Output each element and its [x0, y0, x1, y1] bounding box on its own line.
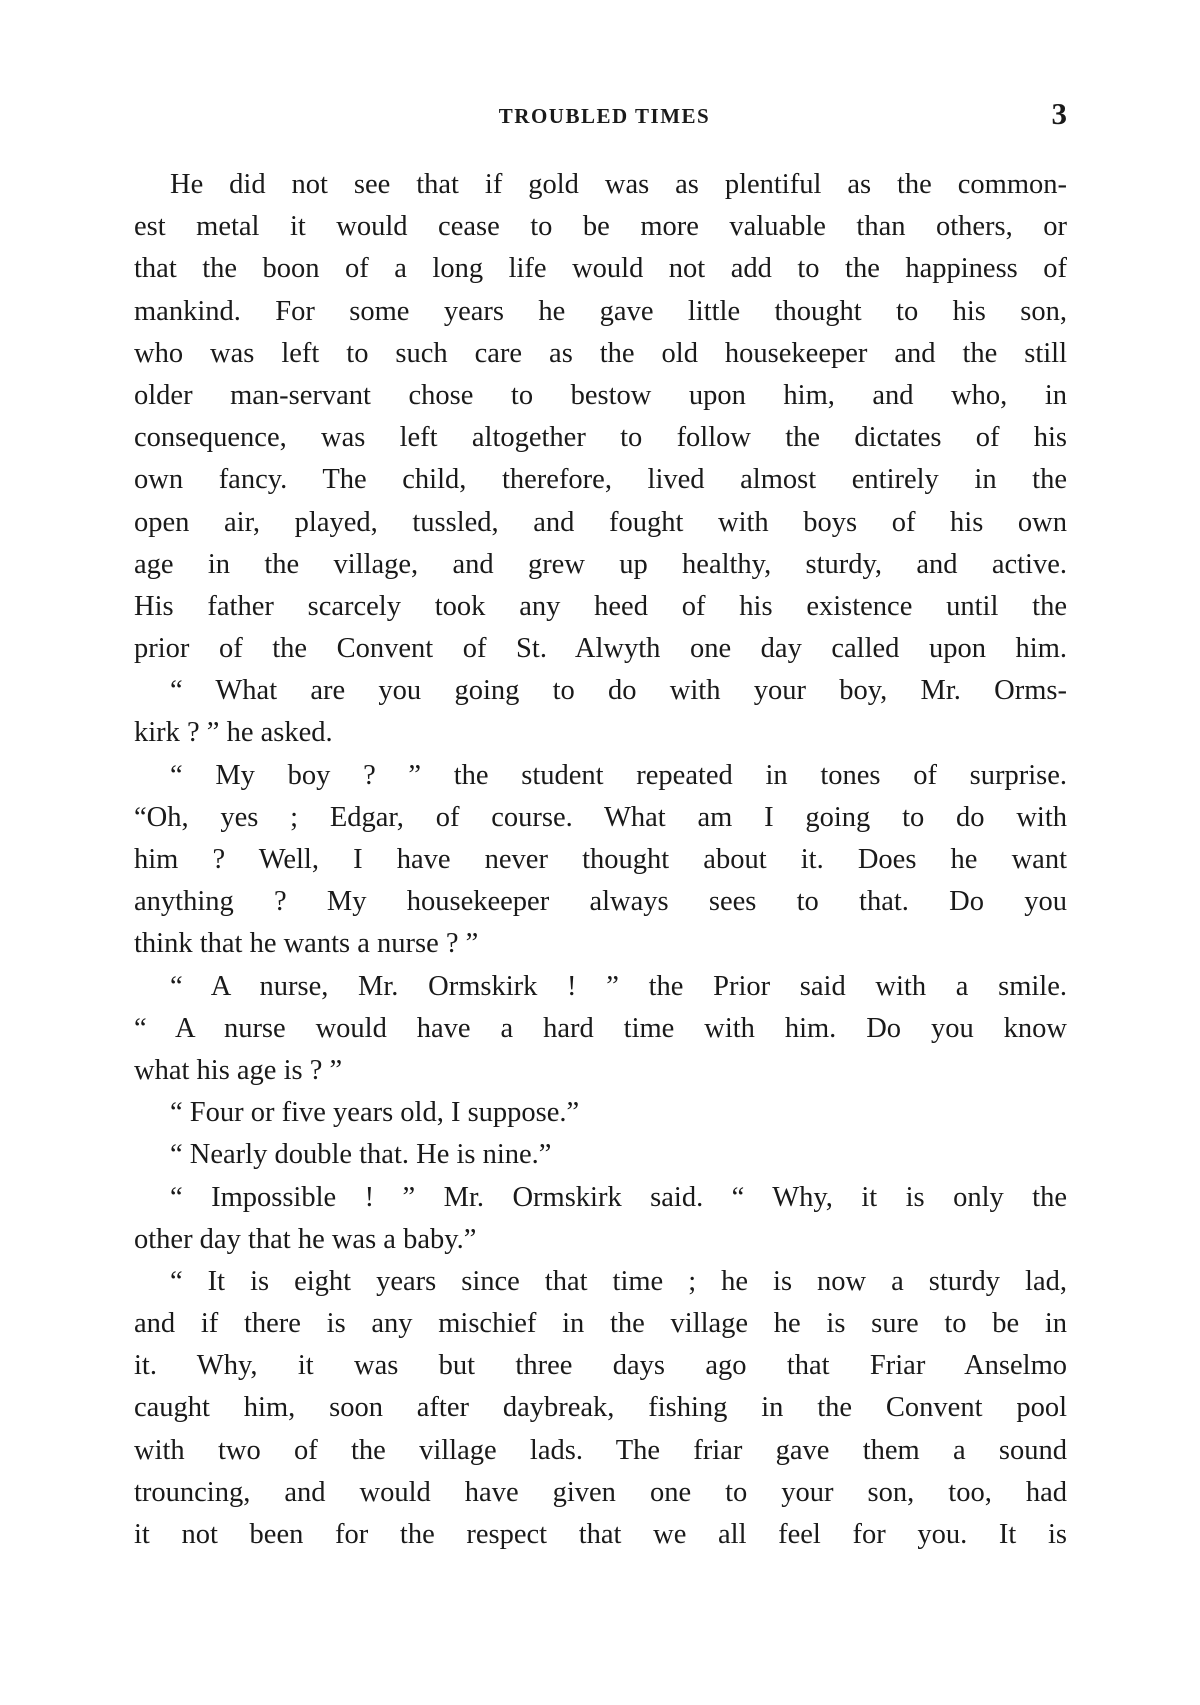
text-line: kirk ? ” he asked.	[134, 717, 333, 749]
running-title: TROUBLED TIMES	[498, 104, 711, 128]
text-line: trouncing, and would have given one to your son, too, had	[134, 1476, 1067, 1508]
text-line: other day that he was a baby.”	[134, 1223, 477, 1255]
text-line: with two of the village lads. The friar gave them a sound	[134, 1434, 1067, 1466]
text-line: “Oh, yes ; Edgar, of course. What am I going to do with	[134, 801, 1067, 833]
text-line: “ What are you going to do with your boy, Mr. Orms-	[170, 675, 1067, 707]
text-line: caught him, soon after daybreak, fishing in the Convent pool	[134, 1392, 1067, 1424]
text-line: older man-servant chose to bestow upon him, and who, in	[134, 379, 1067, 411]
text-line: “ A nurse would have a hard time with him. Do you know	[134, 1012, 1067, 1044]
text-line: age in the village, and grew up healthy, sturdy, and active.	[134, 548, 1067, 580]
text-line: think that he wants a nurse ? ”	[134, 928, 479, 960]
text-line: est metal it would cease to be more valuable than others, or	[134, 211, 1067, 243]
text-line: consequence, was left altogether to follow the dictates of his	[134, 422, 1067, 454]
text-line: and if there is any mischief in the village he is sure to be in	[134, 1308, 1067, 1340]
text-line: it not been for the respect that we all feel for you. It is	[134, 1519, 1067, 1550]
text-line: “ Impossible ! ” Mr. Ormskirk said. “ Why, it is only the	[170, 1181, 1067, 1213]
running-head	[142, 96, 1067, 140]
text-line: prior of the Convent of St. Alwyth one day called upon him.	[134, 633, 1067, 665]
text-line: “ Nearly double that. He is nine.”	[170, 1139, 552, 1171]
text-line: He did not see that if gold was as plentiful as the common-	[170, 169, 1067, 200]
body-text	[134, 164, 1067, 1556]
text-line: open air, played, tussled, and fought with boys of his own	[134, 506, 1067, 538]
text-line: what his age is ? ”	[134, 1054, 343, 1086]
text-line: “ My boy ? ” the student repeated in tones of surprise.	[170, 759, 1067, 791]
text-line: it. Why, it was but three days ago that Friar Anselmo	[134, 1350, 1067, 1382]
text-line: mankind. For some years he gave little thought to his son,	[134, 295, 1067, 327]
text-line: “ A nurse, Mr. Ormskirk ! ” the Prior said with a smile.	[170, 970, 1067, 1002]
text-line: who was left to such care as the old housekeeper and the still	[134, 337, 1067, 369]
text-line: own fancy. The child, therefore, lived almost entirely in the	[134, 464, 1067, 496]
page-number: 3	[1051, 96, 1067, 131]
text-line: him ? Well, I have never thought about it. Does he want	[134, 844, 1067, 875]
text-line: His father scarcely took any heed of his existence until the	[134, 590, 1067, 622]
text-line: “ It is eight years since that time ; he is now a sturdy lad,	[170, 1265, 1067, 1297]
text-line: that the boon of a long life would not add to the happiness of	[134, 253, 1067, 285]
text-line: “ Four or five years old, I suppose.”	[170, 1097, 580, 1129]
text-line: anything ? My housekeeper always sees to that. Do you	[134, 886, 1067, 918]
